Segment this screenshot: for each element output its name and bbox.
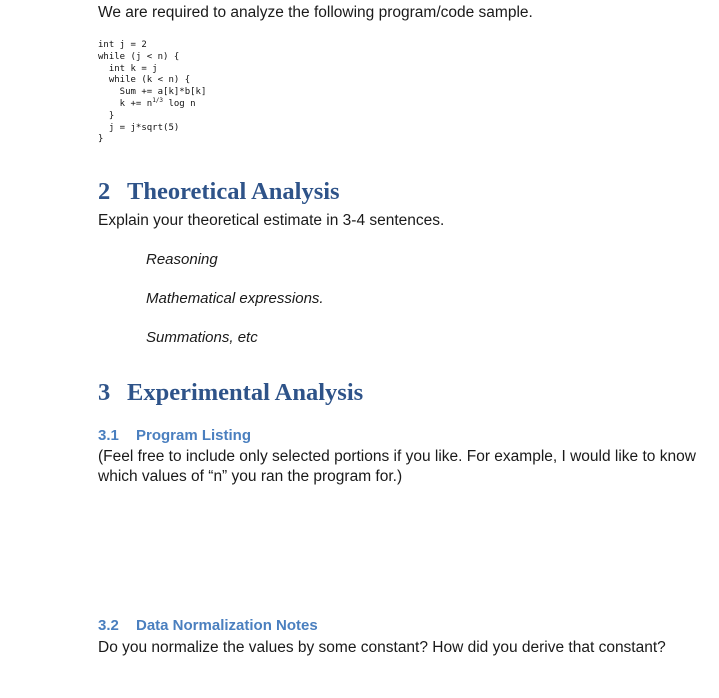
subsection-title: Data Normalization Notes: [136, 617, 318, 634]
section-heading: [98, 379, 363, 407]
section-title: Experimental Analysis: [127, 379, 364, 406]
section-number: 3: [98, 379, 111, 406]
exponent: 1/3: [152, 96, 164, 104]
subsection-heading: [98, 617, 318, 634]
intro-text: We are required to analyze the following program/code sample.: [98, 4, 533, 21]
section-heading: [98, 178, 340, 206]
code-line: int j = 2: [98, 40, 147, 50]
code-sample: [98, 40, 206, 146]
code-line: int k = j: [98, 63, 158, 74]
code-line: while (k < n) {: [98, 75, 191, 86]
section-description: Explain your theoretical estimate in 3-4 sentences.: [98, 212, 445, 229]
paragraph-line: which values of “n” you ran the program for.): [98, 468, 403, 485]
subsection-heading: [98, 427, 251, 444]
list-item: Reasoning: [146, 251, 218, 268]
code-line: }: [98, 134, 104, 145]
list-item: Mathematical expressions.: [146, 290, 324, 307]
list-item: Summations, etc: [146, 329, 258, 346]
subsection-title: Program Listing: [136, 427, 252, 444]
section-title: Theoretical Analysis: [127, 178, 340, 205]
code-line: Sum += a[k]*b[k]: [98, 87, 207, 98]
subsection-number: 3.1: [98, 427, 119, 444]
section-number: 2: [98, 178, 111, 205]
code-line: $k += n^{1/3}$ log n: [98, 96, 196, 109]
paragraph-line: (Feel free to include only selected portions if you like. For example, I would like to know: [98, 448, 696, 465]
code-line: }: [98, 110, 115, 121]
code-line: while (j < n) {: [98, 51, 180, 62]
code-line: j = j*sqrt(5): [98, 122, 180, 133]
paragraph-line: Do you normalize the values by some constant? How did you derive that constant?: [98, 639, 666, 656]
subsection-number: 3.2: [98, 617, 119, 634]
